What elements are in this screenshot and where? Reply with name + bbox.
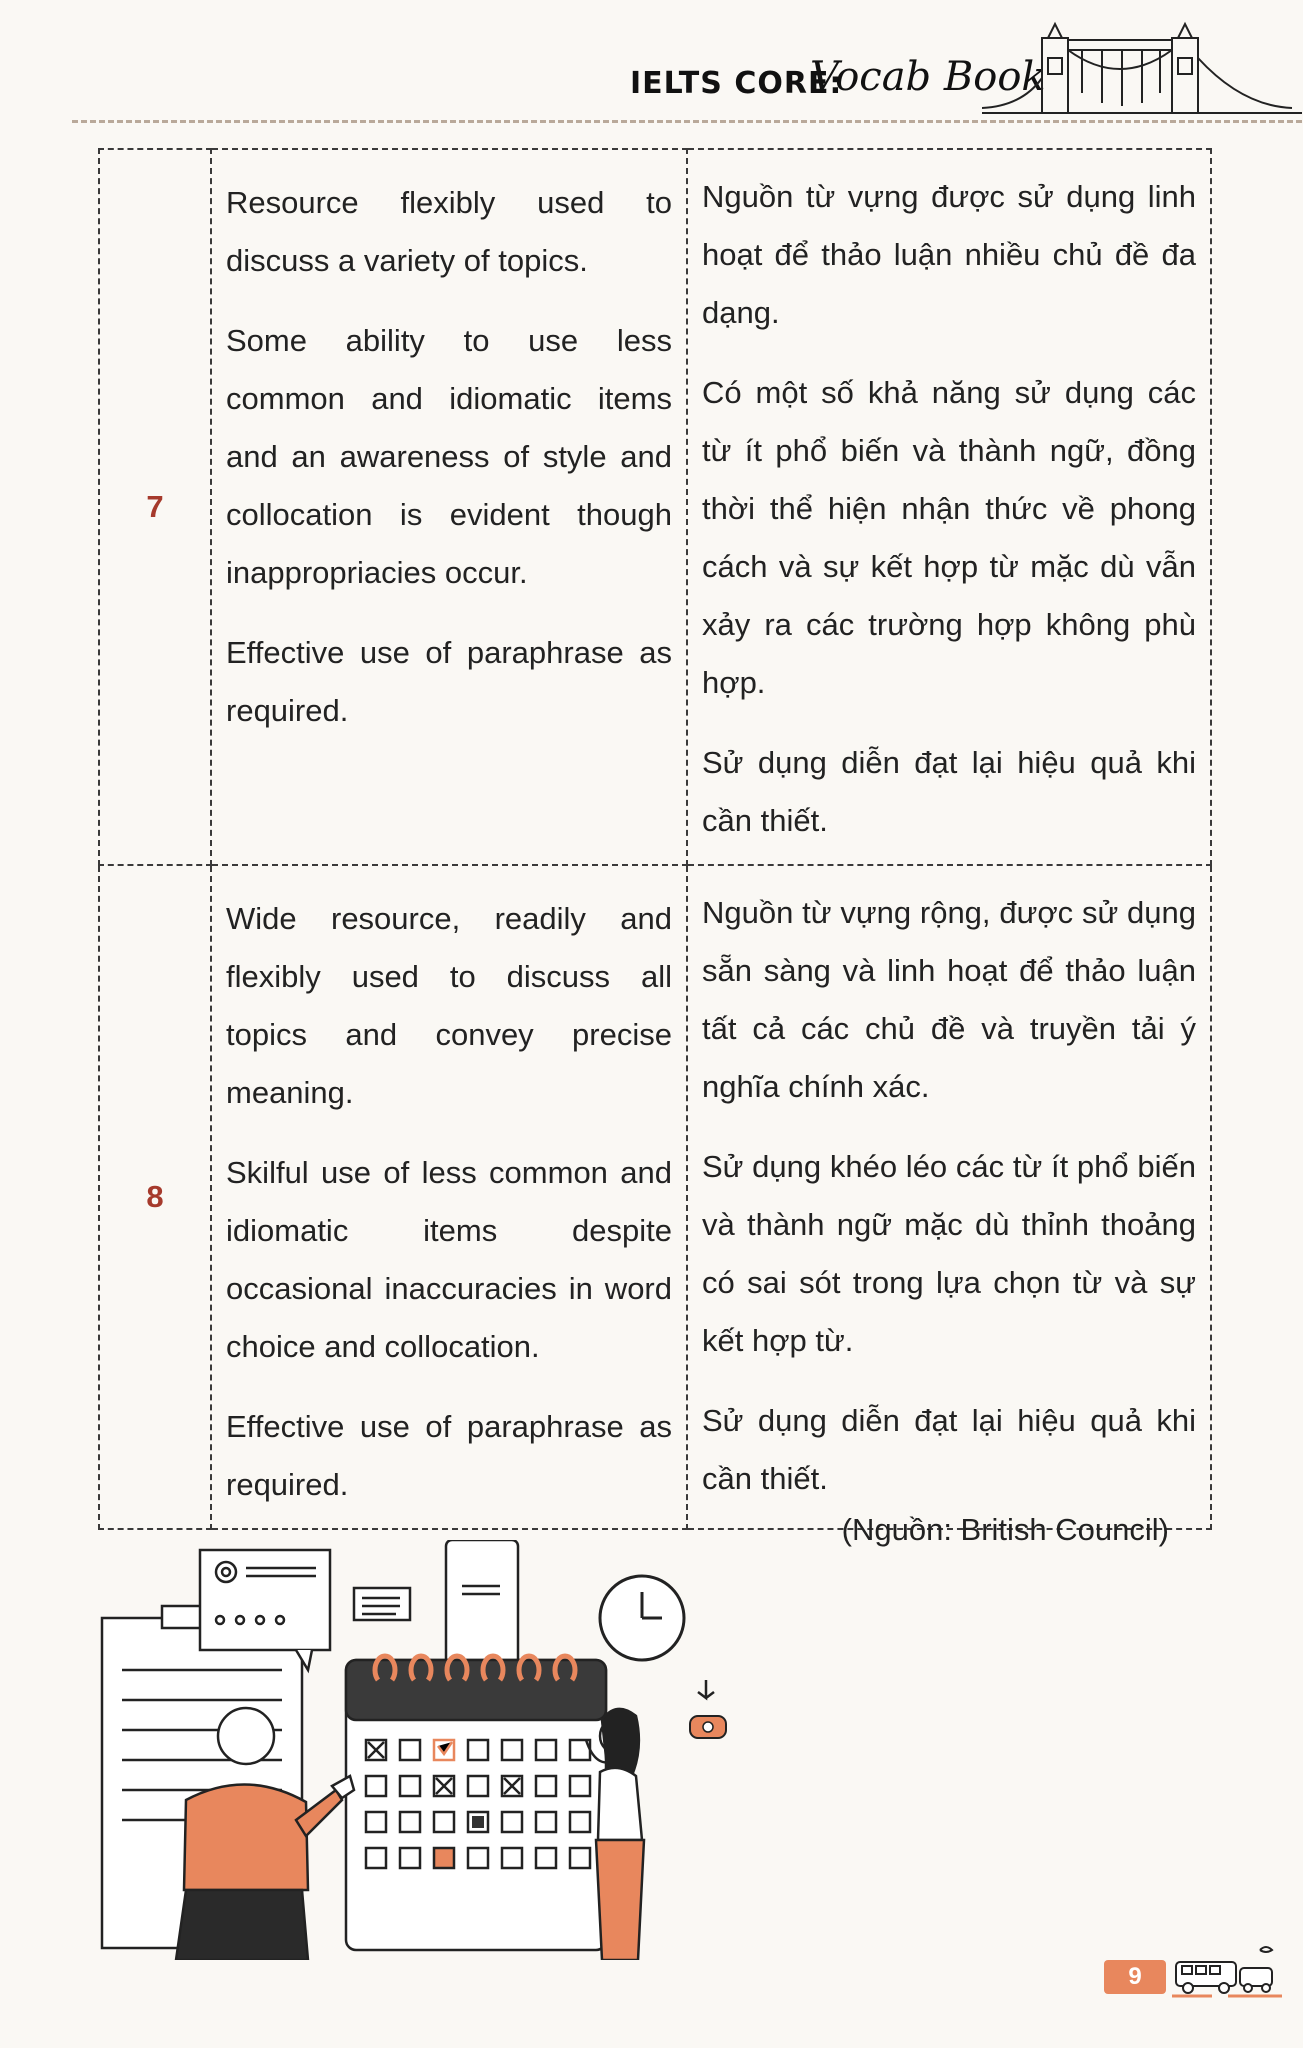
english-descriptor-cell bbox=[211, 865, 687, 1529]
descriptor-text: Resource flexibly used to discuss a variety of topics. bbox=[226, 185, 672, 278]
descriptor-text: Wide resource, readily and flexibly used to discuss all topics and convey precise meaning. bbox=[226, 901, 672, 1110]
band-descriptor-table bbox=[98, 148, 1212, 1530]
table-row bbox=[99, 149, 1211, 865]
translation-text: Nguồn từ vựng rộng, được sử dụng sẵn sàng và linh hoạt để thảo luận tất cả các chủ đề và truyền tải ý nghĩa chính xác. bbox=[702, 895, 1196, 1104]
table-row bbox=[99, 865, 1211, 1529]
bridge-icon bbox=[982, 18, 1302, 128]
band-number: 8 bbox=[99, 865, 211, 1529]
calendar-illustration bbox=[96, 1540, 856, 1960]
band-number: 7 bbox=[99, 149, 211, 865]
translation-text: Sử dụng diễn đạt lại hiệu quả khi cần thiết. bbox=[702, 745, 1196, 838]
bus-icon bbox=[1172, 1940, 1282, 2000]
english-descriptor-cell bbox=[211, 149, 687, 865]
descriptor-text: Skilful use of less common and idiomatic items despite occasional inaccuracies in word choice and collocation. bbox=[226, 1155, 672, 1364]
book-subtitle-script: Vocab Book bbox=[810, 54, 1046, 100]
source-citation: (Nguồn: British Council) bbox=[841, 1512, 1169, 1547]
descriptor-text: Effective use of paraphrase as required. bbox=[226, 1409, 672, 1502]
vietnamese-translation-cell bbox=[687, 149, 1211, 865]
translation-text: Sử dụng diễn đạt lại hiệu quả khi cần thiết. bbox=[702, 1403, 1196, 1496]
page-header bbox=[0, 0, 1303, 140]
translation-text: Sử dụng khéo léo các từ ít phổ biến và thành ngữ mặc dù thỉnh thoảng có sai sót trong lựa chọn từ và sự kết hợp từ. bbox=[702, 1149, 1196, 1358]
vietnamese-translation-cell bbox=[687, 865, 1211, 1529]
book-title: IELTS CORE: bbox=[630, 66, 843, 101]
translation-text: Nguồn từ vựng được sử dụng linh hoạt để thảo luận nhiều chủ đề đa dạng. bbox=[702, 179, 1196, 330]
header-divider bbox=[72, 120, 1302, 123]
descriptor-text: Some ability to use less common and idiomatic items and an awareness of style and collocation is evident though inappropriacies occur. bbox=[226, 323, 672, 590]
page-number: 9 bbox=[1104, 1960, 1166, 1994]
clock-icon bbox=[600, 1576, 684, 1660]
descriptor-text: Effective use of paraphrase as required. bbox=[226, 635, 672, 728]
telephone-icon bbox=[690, 1716, 726, 1738]
translation-text: Có một số khả năng sử dụng các từ ít phổ biến và thành ngữ, đồng thời thể hiện nhận thức về phong cách và sự kết hợp từ mặc dù vẫn xảy ra các trường hợp không phù hợp. bbox=[702, 375, 1196, 700]
